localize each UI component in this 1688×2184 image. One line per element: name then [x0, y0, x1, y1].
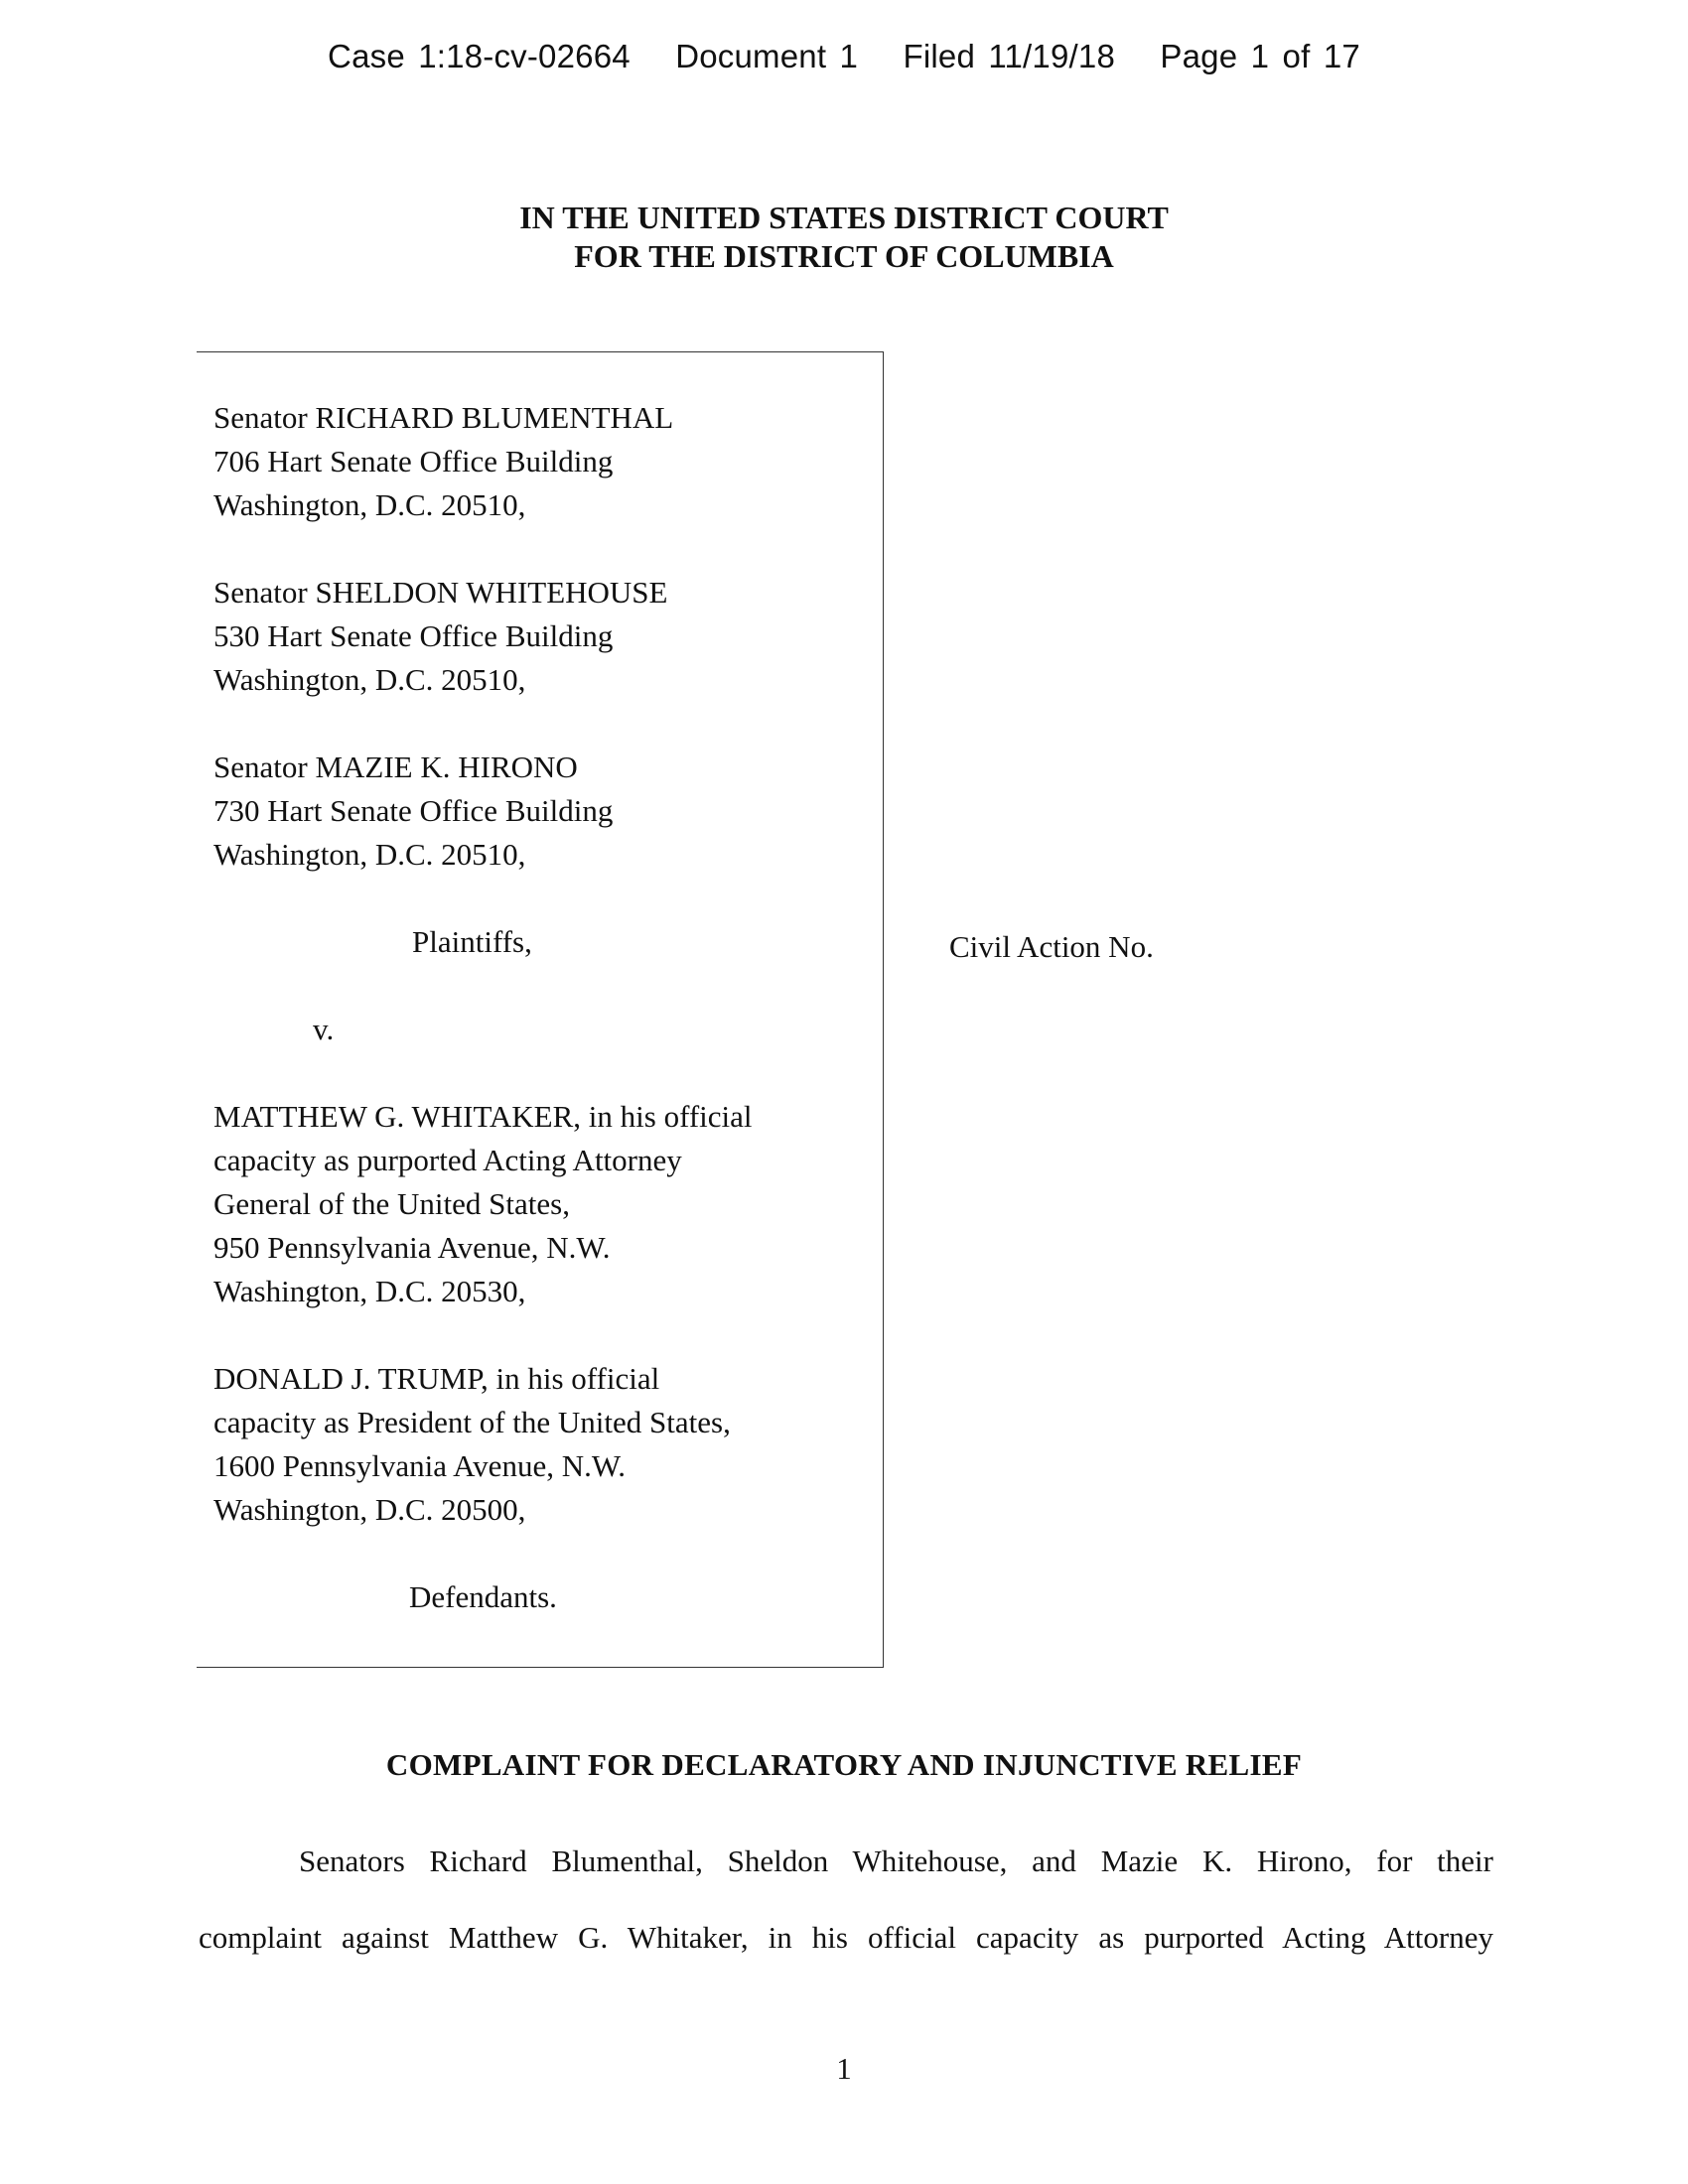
- party-name: Senator RICHARD BLUMENTHAL: [213, 400, 674, 435]
- complaint-title: COMPLAINT FOR DECLARATORY AND INJUNCTIVE RELIEF: [385, 1747, 1303, 1782]
- court-title-line-1: IN THE UNITED STATES DISTRICT COURT: [519, 200, 1169, 235]
- document-number: Document 1: [675, 38, 859, 74]
- ecf-header-stamp: [0, 38, 1688, 75]
- plaintiffs-label: Plaintiffs,: [412, 924, 532, 959]
- party-line: DONALD J. TRUMP, in his official: [213, 1361, 660, 1396]
- paragraph-line: complaint against Matthew G. Whitaker, in his official capacity as purported Acting Attorney: [199, 1920, 1493, 1955]
- court-title-line-2: FOR THE DISTRICT OF COLUMBIA: [574, 238, 1114, 274]
- paragraph-line: Senators Richard Blumenthal, Sheldon Whitehouse, and Mazie K. Hirono, for their: [299, 1843, 1493, 1878]
- party-line: Washington, D.C. 20500,: [213, 1492, 526, 1527]
- case-number: Case 1:18-cv-02664: [328, 38, 631, 74]
- court-title: [0, 199, 1688, 276]
- party-address-line: Washington, D.C. 20510,: [213, 837, 526, 872]
- plaintiff-blumenthal: [213, 396, 869, 527]
- party-line: 1600 Pennsylvania Avenue, N.W.: [213, 1448, 627, 1483]
- caption-parties: [213, 396, 869, 1619]
- civil-action-number: Civil Action No.: [949, 929, 1154, 964]
- case-caption-box: [197, 351, 884, 1668]
- defendants-label: Defendants.: [409, 1579, 557, 1614]
- plaintiff-hirono: [213, 746, 869, 877]
- party-address-line: 730 Hart Senate Office Building: [213, 793, 614, 828]
- defendant-trump: [213, 1357, 869, 1532]
- party-line: General of the United States,: [213, 1186, 570, 1221]
- defendant-whitaker: [213, 1095, 869, 1313]
- filed-date: Filed 11/19/18: [903, 38, 1116, 74]
- versus-label: v.: [313, 1012, 335, 1046]
- party-line: 950 Pennsylvania Avenue, N.W.: [213, 1230, 611, 1265]
- party-line: Washington, D.C. 20530,: [213, 1274, 526, 1308]
- party-line: capacity as purported Acting Attorney: [213, 1143, 682, 1177]
- party-line: capacity as President of the United States,: [213, 1405, 731, 1439]
- party-line: MATTHEW G. WHITAKER, in his official: [213, 1099, 753, 1134]
- page-number: 1: [836, 2051, 852, 2086]
- party-address-line: Washington, D.C. 20510,: [213, 662, 526, 697]
- party-address-line: Washington, D.C. 20510,: [213, 487, 526, 522]
- party-name: Senator MAZIE K. HIRONO: [213, 750, 578, 784]
- page-count: Page 1 of 17: [1160, 38, 1360, 74]
- party-address-line: 530 Hart Senate Office Building: [213, 618, 614, 653]
- complaint-opening-paragraph: [199, 1823, 1493, 1976]
- party-name: Senator SHELDON WHITEHOUSE: [213, 575, 668, 610]
- plaintiff-whitehouse: [213, 571, 869, 702]
- party-address-line: 706 Hart Senate Office Building: [213, 444, 614, 478]
